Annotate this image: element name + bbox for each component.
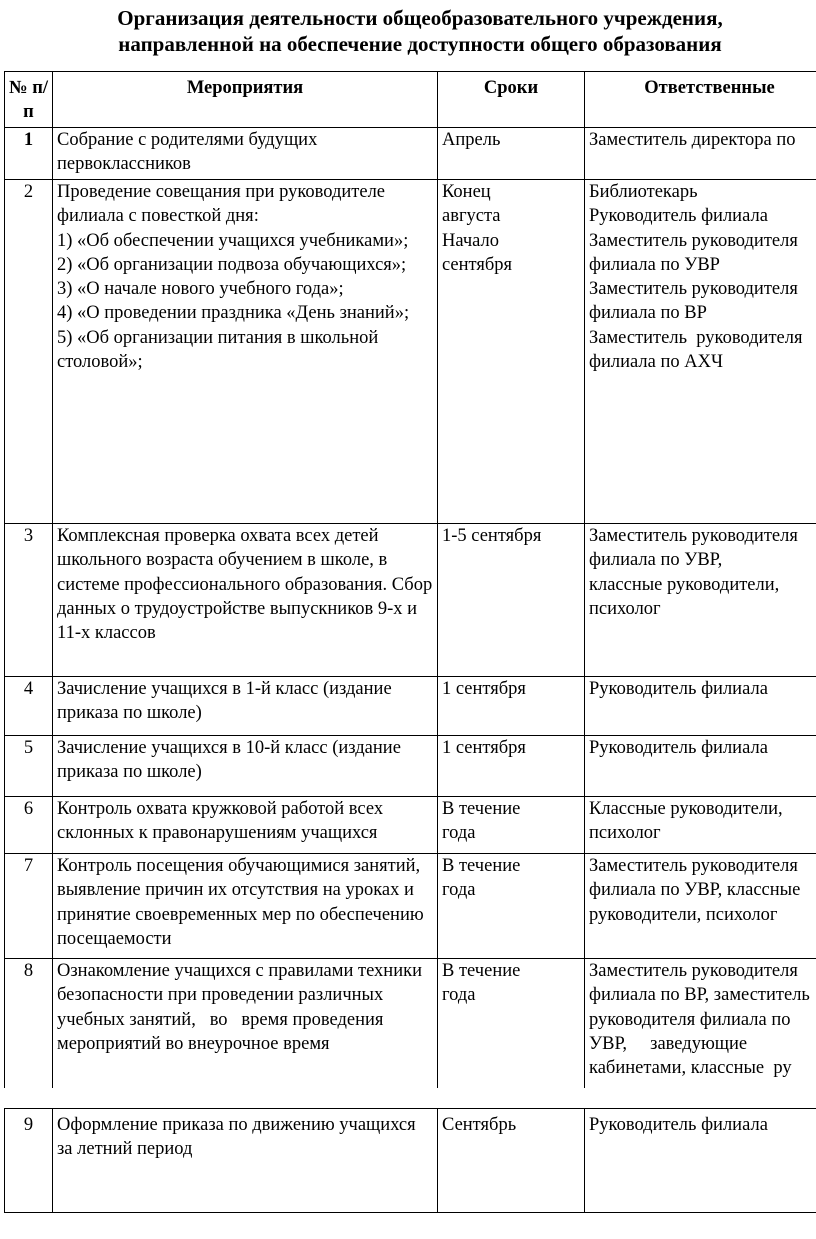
row-number: 8 <box>5 959 53 1088</box>
row-number: 2 <box>5 180 53 524</box>
row-responsible: Заместитель руководителя филиала по УВР, классные руководители, психолог <box>585 854 816 959</box>
table-row <box>5 524 816 677</box>
row-number: 3 <box>5 524 53 677</box>
activities-table <box>4 71 816 1088</box>
row-number-text: 1 <box>23 130 34 150</box>
title-line-2: направленной на обеспечение доступности общего образования <box>118 32 722 56</box>
row-event: Зачисление учащихся в 10-й класс (издание приказа по школе) <box>53 736 438 797</box>
table-row <box>5 1109 816 1213</box>
row-responsible: Классные руководители, психолог <box>585 797 816 854</box>
row-term: 1 сентября <box>438 736 585 797</box>
header-num-label: № п/п <box>8 78 48 123</box>
row-event: Контроль посещения обучающимися занятий, выявление причин их отсутствия на уроках и принятие своевременных мер по обеспечению посещаемости <box>53 854 438 959</box>
row-number: 6 <box>5 797 53 854</box>
row-event: Проведение совещания при руководителе филиала с повесткой дня: 1) «Об обеспечении учащихся учебниками»; 2) «Об организации подвоза обучающихся»; 3) «О начале нового учебного года»; 4) «О проведении праздника «День знаний»; 5) «Об организации питания в школьной столовой»; <box>53 180 438 524</box>
row-number: 5 <box>5 736 53 797</box>
row-term: 1 сентября <box>438 677 585 736</box>
row-responsible: Руководитель филиала <box>585 677 816 736</box>
row-term: В течение года <box>438 959 585 1088</box>
table-row <box>5 959 816 1088</box>
row-term: Апрель <box>438 128 585 180</box>
row-event: Оформление приказа по движению учащихся за летний период <box>53 1109 438 1213</box>
row-responsible: Библиотекарь Руководитель филиала Заместитель руководителя филиала по УВР Заместитель руководителя филиала по ВР Заместитель руководителя филиала по АХЧ <box>585 180 816 524</box>
row-responsible: Заместитель руководителя филиала по ВР, заместитель руководителя филиала по УВР, заведующие кабинетами, классные ру <box>585 959 816 1088</box>
row-term: В течение года <box>438 797 585 854</box>
title-line-1: Организация деятельности общеобразовательного учреждения, <box>117 6 723 30</box>
row-event: Собрание с родителями будущих первоклассников <box>53 128 438 180</box>
table-row <box>5 128 816 180</box>
row-event: Ознакомление учащихся с правилами техники безопасности при проведении различных учебных занятий, во время проведения мероприятий во внеурочное время <box>53 959 438 1088</box>
row-term: Сентябрь <box>438 1109 585 1213</box>
row-number: 4 <box>5 677 53 736</box>
table-row <box>5 677 816 736</box>
header-event-label: Мероприятия <box>186 78 304 98</box>
table-row <box>5 854 816 959</box>
row-number <box>5 128 53 180</box>
header-term <box>438 72 585 128</box>
row-number: 7 <box>5 854 53 959</box>
row-responsible: Заместитель директора по <box>585 128 816 180</box>
header-term-label: Сроки <box>483 78 539 98</box>
row-responsible: Руководитель филиала <box>585 736 816 797</box>
row-event: Зачисление учащихся в 1-й класс (издание приказа по школе) <box>53 677 438 736</box>
row-term: В течение года <box>438 854 585 959</box>
header-resp-label: Ответственные <box>644 78 775 98</box>
table-row <box>5 736 816 797</box>
document-title <box>0 5 816 57</box>
row-responsible: Заместитель руководителя филиала по УВР, классные руководители, психолог <box>585 524 816 677</box>
row-number: 9 <box>5 1109 53 1213</box>
row-event: Комплексная проверка охвата всех детей школьного возраста обучением в школе, в системе профессионального образования. Сбор данных о трудоустройстве выпускников 9-х и 11-х классов <box>53 524 438 677</box>
activities-table-continued <box>4 1108 816 1213</box>
header-event <box>53 72 438 128</box>
table-row <box>5 797 816 854</box>
table-header-row <box>5 72 816 128</box>
row-responsible: Руководитель филиала <box>585 1109 816 1213</box>
header-num <box>5 72 53 128</box>
row-event: Контроль охвата кружковой работой всех склонных к правонарушениям учащихся <box>53 797 438 854</box>
row-term: Конец августа Начало сентября <box>438 180 585 524</box>
row-term: 1-5 сентября <box>438 524 585 677</box>
header-resp <box>585 72 816 128</box>
table-row <box>5 180 816 524</box>
